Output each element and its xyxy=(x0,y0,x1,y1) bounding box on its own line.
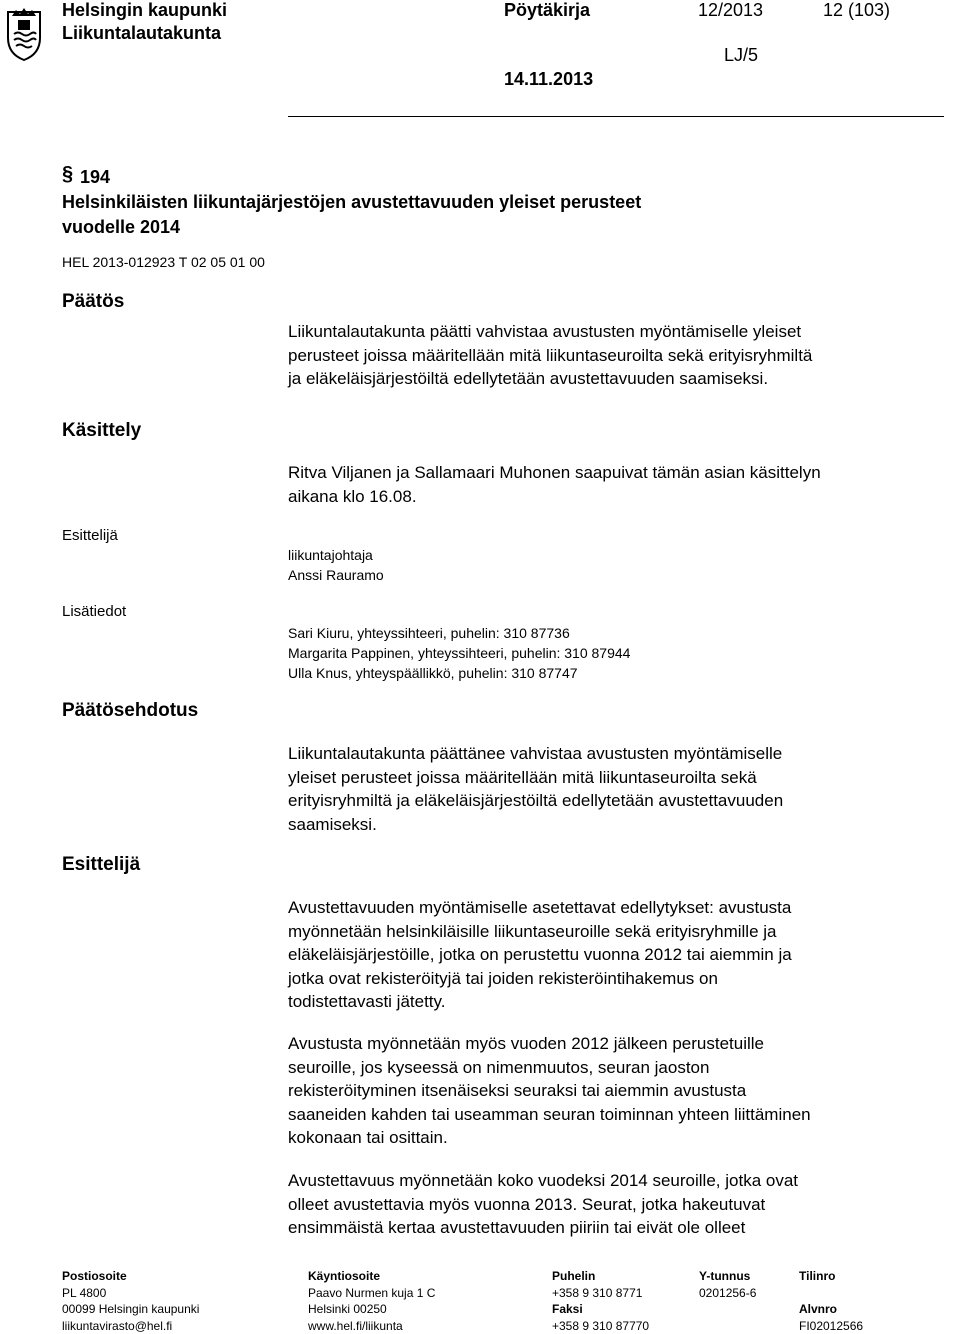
proposal-line: yleiset perusteet joissa määritellään mitä liikuntaseuroilta sekä xyxy=(288,766,783,790)
header-section-code: LJ/5 xyxy=(724,45,758,66)
proposal-line: saamiseksi. xyxy=(288,813,783,837)
header-body: Liikuntalautakunta xyxy=(62,23,221,44)
footer-postal-address xyxy=(62,1268,199,1334)
item-number: 194 xyxy=(62,165,641,190)
body-paragraph xyxy=(288,1032,811,1150)
presenter-name: Anssi Rauramo xyxy=(288,565,384,585)
body-line: jotka ovat rekisteröityjä tai joiden rekisteröintihakemus on xyxy=(288,967,792,991)
footer-email-link[interactable]: liikuntavirasto@hel.fi xyxy=(62,1318,199,1334)
label-lisatiedot: Lisätiedot xyxy=(62,603,126,620)
proposal-line: erityisryhmiltä ja eläkeläisjärjestöiltä edellytetään avustettavuuden xyxy=(288,789,783,813)
body-line: olleet avustettavia myös vuonna 2013. Seurat, jotka hakeutuvat xyxy=(288,1193,798,1217)
body-line: Avustettavuuden myöntämiselle asetettavat edellytykset: avustusta xyxy=(288,896,792,920)
section-sign-icon: § xyxy=(62,163,73,186)
label-kasittely: Käsittely xyxy=(62,420,141,442)
footer-line: 0201256-6 xyxy=(699,1285,756,1302)
footer-line: 00099 Helsingin kaupunki xyxy=(62,1301,199,1318)
body-line: seuroille, jos kyseessä on nimenmuutos, seuran jaoston xyxy=(288,1056,811,1080)
footer-website-link[interactable]: www.hel.fi/liikunta xyxy=(308,1318,435,1334)
footer-line: +358 9 310 8771 xyxy=(552,1285,649,1302)
footer-heading: Postiosoite xyxy=(62,1268,199,1285)
helsinki-coat-of-arms-logo xyxy=(2,4,46,62)
contact-line: Ulla Knus, yhteyspäällikkö, puhelin: 310 87747 xyxy=(288,663,630,683)
header-date: 14.11.2013 xyxy=(504,69,593,90)
handling-text xyxy=(288,461,821,508)
body-line: myönnetään helsinkiläisille liikuntaseuroille sekä erityisryhmille ja xyxy=(288,920,792,944)
footer-line: +358 9 310 87770 xyxy=(552,1318,649,1334)
footer-visiting-address xyxy=(308,1268,435,1334)
footer-phone xyxy=(552,1268,649,1334)
header-doc-type: Pöytäkirja xyxy=(504,0,590,21)
decision-line: perusteet joissa määritellään mitä liikuntaseuroilta sekä erityisryhmiltä xyxy=(288,344,812,368)
handling-line: aikana klo 16.08. xyxy=(288,485,821,509)
decision-text xyxy=(288,320,812,391)
diary-number: HEL 2013-012923 T 02 05 01 00 xyxy=(62,254,265,270)
footer-heading: Käyntiosoite xyxy=(308,1268,435,1285)
contact-line: Sari Kiuru, yhteyssihteeri, puhelin: 310 87736 xyxy=(288,623,630,643)
body-line: ensimmäistä kertaa avustettavuuden piiriin tai eivät ole olleet xyxy=(288,1216,798,1240)
header-page-number: 12 (103) xyxy=(823,0,890,21)
header-city: Helsingin kaupunki xyxy=(62,0,227,21)
decision-line: Liikuntalautakunta päätti vahvistaa avustusten myöntämiselle yleiset xyxy=(288,320,812,344)
body-line: eläkeläisjärjestöille, jotka on perustettu vuonna 2012 tai aiemmin ja xyxy=(288,943,792,967)
item-title-line: Helsinkiläisten liikuntajärjestöjen avustettavuuden yleiset perusteet xyxy=(62,190,641,215)
footer-account xyxy=(799,1268,863,1334)
footer-business-id xyxy=(699,1268,756,1301)
footer-line: PL 4800 xyxy=(62,1285,199,1302)
body-paragraph xyxy=(288,896,792,1014)
presenter-block xyxy=(288,545,384,585)
header-doc-number: 12/2013 xyxy=(698,0,763,21)
label-esittelija: Esittelijä xyxy=(62,527,118,544)
contact-line: Margarita Pappinen, yhteyssihteeri, puhelin: 310 87944 xyxy=(288,643,630,663)
body-line: rekisteröityminen itsenäiseksi seuraksi tai aiemmin avustusta xyxy=(288,1079,811,1103)
body-line: Avustusta myönnetään myös vuoden 2012 jälkeen perustetuille xyxy=(288,1032,811,1056)
body-line: Avustettavuus myönnetään koko vuodeksi 2014 seuroille, jotka ovat xyxy=(288,1169,798,1193)
presenter-title: liikuntajohtaja xyxy=(288,545,384,565)
proposal-line: Liikuntalautakunta päättänee vahvistaa avustusten myöntämiselle xyxy=(288,742,783,766)
contacts-block xyxy=(288,623,630,683)
item-title xyxy=(62,165,641,240)
header-rule xyxy=(288,116,944,117)
handling-line: Ritva Viljanen ja Sallamaari Muhonen saapuivat tämän asian käsittelyn xyxy=(288,461,821,485)
footer-heading: Y-tunnus xyxy=(699,1268,756,1285)
footer-line xyxy=(799,1285,863,1302)
item-title-line: vuodelle 2014 xyxy=(62,215,641,240)
body-line: saaneiden kahden tai useamman seuran toiminnan yhteen liittäminen xyxy=(288,1103,811,1127)
footer-line: Helsinki 00250 xyxy=(308,1301,435,1318)
body-paragraph xyxy=(288,1169,798,1240)
footer-heading: Tilinro xyxy=(799,1268,863,1285)
label-esittelija-big: Esittelijä xyxy=(62,854,140,876)
body-line: kokonaan tai osittain. xyxy=(288,1126,811,1150)
label-paatosehdotus: Päätösehdotus xyxy=(62,700,198,722)
footer-line: FI02012566 xyxy=(799,1318,863,1334)
footer-heading: Faksi xyxy=(552,1301,649,1318)
footer-heading: Puhelin xyxy=(552,1268,649,1285)
footer-line: Paavo Nurmen kuja 1 C xyxy=(308,1285,435,1302)
decision-line: ja eläkeläisjärjestöiltä edellytetään avustettavuuden saamiseksi. xyxy=(288,367,812,391)
footer-heading: Alvnro xyxy=(799,1301,863,1318)
proposal-text xyxy=(288,742,783,836)
label-paatos: Päätös xyxy=(62,291,124,313)
body-line: todistettavasti jätetty. xyxy=(288,990,792,1014)
